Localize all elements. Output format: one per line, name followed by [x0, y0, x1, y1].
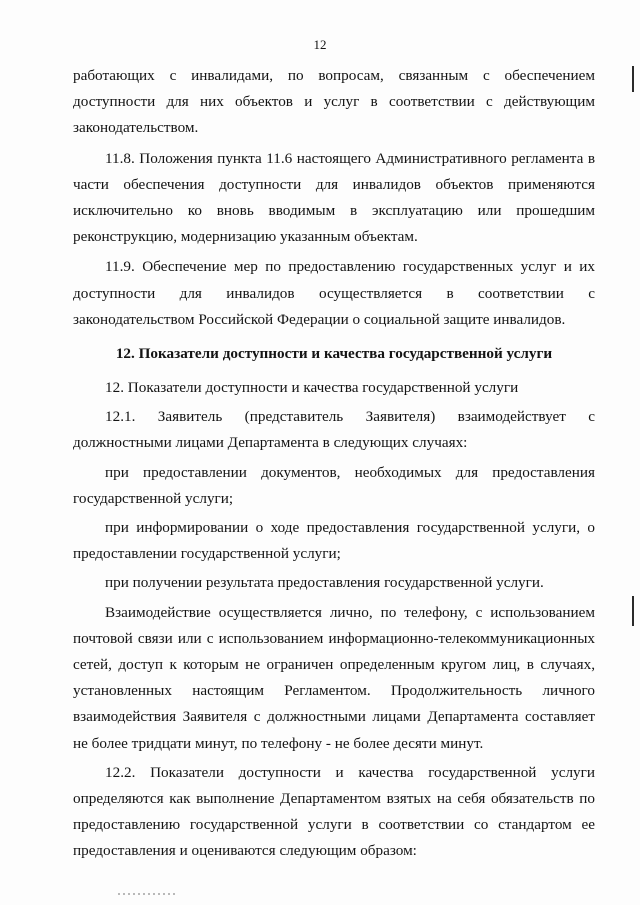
page-number: 12: [313, 37, 327, 52]
paragraph-11-9: 11.9. Обеспечение мер по предоставлению государственных услуг и их доступности для инвалидов осуществляется в соответствии с законодательством Российской Федерации о социальной защите инвалидов.: [73, 258, 595, 328]
paragraph-12: 12. Показатели доступности и качества государственной услуги: [105, 379, 519, 396]
section-heading: 12. Показатели доступности и качества государственной услуги: [115, 345, 553, 362]
paragraph-continuation: работающих с инвалидами, по вопросам, связанным с обеспечением доступности для них объектов и услуг в соответствии с действующим законодательством.: [73, 67, 595, 137]
paragraph-11-8: 11.8. Положения пункта 11.6 настоящего Административного регламента в части обеспечения доступности для инвалидов объектов применяются исключительно ко вновь вводимым в эксплуатацию или прошедшим реконструкцию, модернизацию указанным объектам.: [73, 149, 595, 246]
list-item-documents: при предоставлении документов, необходимых для предоставления государственной услуги;: [73, 463, 595, 507]
scan-edge-mark: [632, 66, 634, 92]
list-item-informing: при информировании о ходе предоставления государственной услуги, о предоставлении государственной услуги;: [73, 519, 595, 563]
scan-edge-mark: [632, 596, 634, 626]
paragraph-12-1: 12.1. Заявитель (представитель Заявителя) взаимодействует с должностными лицами Департамента в следующих случаях:: [73, 408, 595, 452]
paragraph-12-2: 12.2. Показатели доступности и качества государственной услуги определяются как выполнение Департаментом взятых на себя обязательств по предоставлению государственной услуги в соответствии со стандартом ее предоставления и оцениваются следующим образом:: [73, 763, 595, 860]
scan-artifact: [118, 893, 178, 895]
list-item-result: при получении результата предоставления государственной услуги.: [105, 574, 544, 592]
body-text-bottom: [73, 375, 595, 865]
body-text-top: [73, 63, 595, 333]
paragraph-interaction: Взаимодействие осуществляется лично, по телефону, с использованием почтовой связи или с использованием информационно-телекоммуникационных сетей, доступ к которым не ограничен определенным кругом лиц, в случаях, установленных настоящим Регламентом. Продолжительность личного взаимодействия Заявителя с должностными лицами Департамента составляет не более тридцати минут, по телефону - не более десяти минут.: [73, 603, 595, 752]
